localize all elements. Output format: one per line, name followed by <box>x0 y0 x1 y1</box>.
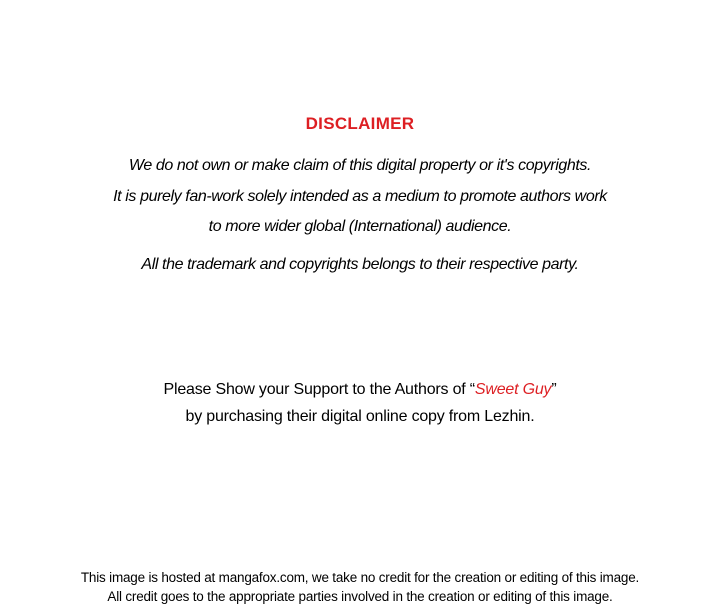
disclaimer-paragraph-line-3: to more wider global (International) audience. <box>208 218 512 235</box>
support-line-1-prefix: Please Show your Support to the Authors of “ <box>163 381 475 398</box>
footer-hosting-line: This image is hosted at mangafox.com, we take no credit for the creation or editing of this image. <box>80 570 640 585</box>
disclaimer-paragraph-line-1: We do not own or make claim of this digital property or it's copyrights. <box>128 157 592 174</box>
series-title: Sweet Guy <box>474 381 552 398</box>
disclaimer-paragraph-line-2: It is purely fan-work solely intended as a medium to promote authors work <box>113 188 607 205</box>
disclaimer-title: DISCLAIMER <box>305 114 415 133</box>
support-line-1-suffix: ” <box>551 381 557 398</box>
footer-credit-line: All credit goes to the appropriate parties involved in the creation or editing of this image. <box>107 589 613 604</box>
support-line-2: by purchasing their digital online copy from Lezhin. <box>185 408 535 425</box>
support-line-1 <box>0 381 720 399</box>
trademark-line: All the trademark and copyrights belongs to their respective party. <box>141 256 579 273</box>
